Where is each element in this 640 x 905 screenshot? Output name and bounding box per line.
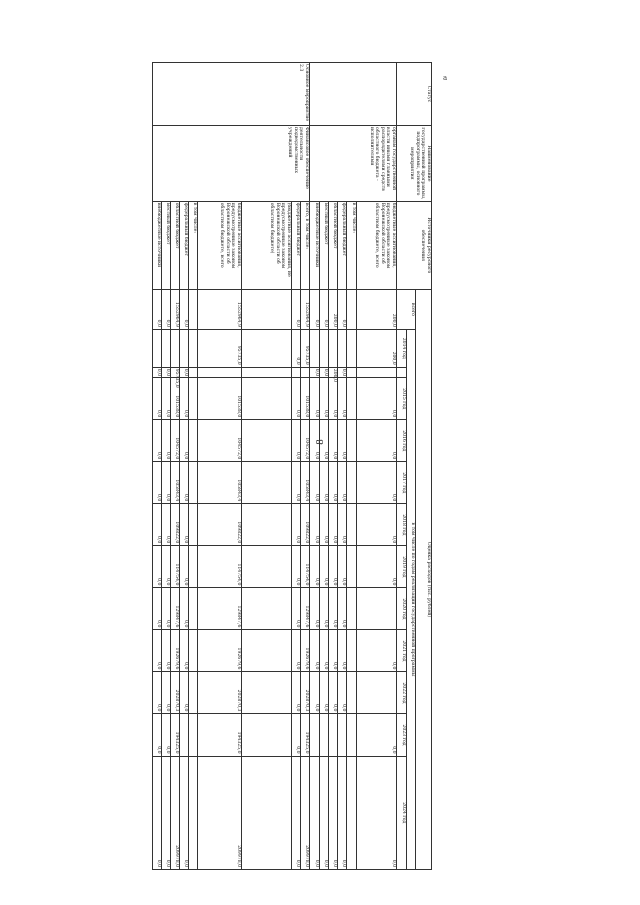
value-cell	[189, 630, 198, 672]
value-cell: 0,0	[153, 546, 162, 588]
value-cell: 95735,0	[171, 367, 180, 378]
value-cell	[347, 289, 357, 329]
value-cell: 0,0	[162, 546, 171, 588]
value-cell: 0,0	[162, 420, 171, 462]
value-cell: 0,0	[329, 420, 338, 462]
value-cell: 0,0	[153, 630, 162, 672]
value-cell: 104572,0	[301, 420, 310, 462]
value-cell	[189, 367, 198, 378]
value-cell: 0,0	[357, 504, 397, 546]
funding-source-cell: внебюджетные источники	[153, 201, 162, 289]
value-cell: 0,0	[329, 756, 338, 870]
value-cell: 95735,0	[198, 329, 242, 367]
value-cell: 0,0	[310, 289, 320, 329]
value-cell	[347, 714, 357, 756]
value-cell: 1552964,9	[301, 289, 310, 329]
value-cell: 1552964,9	[171, 289, 180, 329]
value-cell	[189, 546, 198, 588]
value-cell	[242, 672, 292, 714]
value-cell	[242, 714, 292, 756]
value-cell: 192679,6	[301, 630, 310, 672]
value-cell: 109822,0	[171, 504, 180, 546]
value-cell: 0,0	[320, 630, 329, 672]
header-year: 2018 год	[397, 504, 407, 546]
value-cell	[189, 672, 198, 714]
value-cell: 0,0	[180, 546, 189, 588]
value-cell: 104572,0	[198, 420, 242, 462]
value-cell: 0,0	[320, 588, 329, 630]
value-cell	[347, 672, 357, 714]
value-cell: 0,0	[162, 367, 171, 378]
value-cell	[242, 420, 292, 462]
value-cell: 105843,4	[171, 462, 180, 504]
value-cell: 0,0	[329, 672, 338, 714]
value-cell	[242, 329, 292, 367]
value-cell: 0,0	[292, 420, 301, 462]
value-cell: 0,0	[310, 588, 320, 630]
budget-table	[152, 62, 432, 870]
value-cell: 0,0	[292, 289, 301, 329]
header-funding-source: Источники ресурсного обеспечения	[397, 201, 432, 289]
value-cell: 0,0	[338, 588, 347, 630]
value-cell	[357, 588, 397, 630]
header-row-top	[416, 63, 432, 870]
value-cell: 0,0	[180, 289, 189, 329]
value-cell	[347, 756, 357, 870]
value-cell: 0,0	[357, 420, 397, 462]
value-cell	[242, 588, 292, 630]
value-cell: 0,0	[180, 420, 189, 462]
value-cell: 200,0	[329, 367, 338, 378]
value-cell: 109822,0	[198, 504, 242, 546]
value-cell: 209978,0	[171, 756, 180, 870]
value-cell	[242, 504, 292, 546]
value-cell: 202870,3	[171, 672, 180, 714]
value-cell: 0,0	[320, 462, 329, 504]
header-year: 2022 год	[397, 672, 407, 714]
value-cell: 200,0	[357, 329, 397, 367]
funding-source-cell: бюджетные ассигнования, предусмотренные законом Воронежской области об областном бюджете, всего	[198, 201, 242, 289]
value-cell: 109822,0	[301, 504, 310, 546]
header-year: 2015 год	[397, 378, 407, 420]
value-cell: 0,0	[357, 714, 397, 756]
value-cell	[189, 420, 198, 462]
value-cell: 0,0	[320, 378, 329, 420]
value-cell: 0,0	[320, 420, 329, 462]
value-cell	[320, 714, 329, 756]
value-cell: 0,0	[320, 672, 329, 714]
value-cell: 0,0	[338, 546, 347, 588]
value-cell: 0,0	[180, 504, 189, 546]
funding-source-cell: федеральный бюджет	[180, 201, 189, 289]
value-cell: 0,0	[292, 588, 301, 630]
value-cell: 0,0	[338, 672, 347, 714]
value-cell: 0,0	[310, 756, 320, 870]
value-cell	[347, 329, 357, 367]
value-cell: 0,0	[162, 756, 171, 870]
value-cell	[189, 462, 198, 504]
funding-source-cell: местный бюджет	[320, 201, 329, 289]
value-cell	[153, 329, 162, 367]
value-cell: 0,0	[153, 588, 162, 630]
value-cell	[329, 714, 338, 756]
value-cell: 0,0	[162, 630, 171, 672]
program-name-cell: Финансовое обеспечение деятельности подведомственных учреждений	[153, 126, 310, 202]
value-cell: 209978,0	[301, 756, 310, 870]
value-cell: 202870,3	[301, 672, 310, 714]
value-cell	[338, 714, 347, 756]
funding-source-cell: бюджетные ассигнования, предусмотренные законом Воронежской области об областном бюджете, всего	[357, 201, 397, 289]
value-cell: 194325,0	[301, 714, 310, 756]
value-cell: 0,0	[338, 367, 347, 378]
funding-source-cell: федеральный бюджет	[338, 201, 347, 289]
value-cell: 105843,4	[198, 462, 242, 504]
value-cell: 0,0	[292, 714, 301, 756]
value-cell: 101538,0	[301, 378, 310, 420]
header-program-name: Наименование государственной программы, подпрограммы, основного мероприятия	[397, 126, 432, 202]
value-cell: 95735,0	[301, 329, 310, 367]
value-cell	[171, 329, 180, 367]
table-row	[357, 63, 397, 870]
value-cell	[301, 367, 310, 378]
funding-source-cell: в том числе:	[189, 201, 198, 289]
value-cell: 0,0	[338, 504, 347, 546]
header-year: 2023 год	[397, 714, 407, 756]
value-cell: 200,0	[357, 289, 397, 329]
value-cell: 0,0	[310, 367, 320, 378]
value-cell: 0,0	[338, 756, 347, 870]
value-cell: 114754,0	[171, 546, 180, 588]
header-year-spacer	[397, 367, 407, 378]
value-cell: 0,0	[338, 420, 347, 462]
value-cell: 0,0	[292, 378, 301, 420]
value-cell	[338, 329, 347, 367]
funding-source-cell: местный бюджет	[162, 201, 171, 289]
value-cell: 1552964,9	[198, 289, 242, 329]
value-cell: 0,0	[180, 378, 189, 420]
value-cell: 0,0	[329, 504, 338, 546]
value-cell: 0,0	[320, 756, 329, 870]
header-year: 2021 год	[397, 630, 407, 672]
value-cell	[242, 289, 292, 329]
value-cell	[310, 714, 320, 756]
value-cell	[242, 630, 292, 672]
value-cell: 114754,0	[198, 546, 242, 588]
value-cell: 192679,6	[171, 630, 180, 672]
value-cell: 0,0	[310, 420, 320, 462]
value-cell	[242, 367, 292, 378]
value-cell: 0,0	[162, 289, 171, 329]
value-cell: 0,0	[292, 756, 301, 870]
value-cell: 192679,6	[198, 630, 242, 672]
value-cell: 0,0	[180, 672, 189, 714]
value-cell	[347, 462, 357, 504]
value-cell: 0,0	[292, 329, 301, 367]
value-cell: 114754,0	[301, 546, 310, 588]
value-cell: 0,0	[153, 289, 162, 329]
value-cell: 0,0	[162, 672, 171, 714]
value-cell	[180, 714, 189, 756]
value-cell	[347, 588, 357, 630]
value-cell	[189, 756, 198, 870]
header-year: 2024 год	[397, 756, 407, 870]
value-cell: 209978,0	[198, 756, 242, 870]
header-year: 2016 год	[397, 420, 407, 462]
value-cell: 0,0	[329, 462, 338, 504]
value-cell: 0,0	[310, 630, 320, 672]
table-row	[301, 63, 310, 870]
funding-source-cell: федеральный бюджет	[292, 201, 301, 289]
value-cell: 0,0	[338, 289, 347, 329]
value-cell	[347, 420, 357, 462]
program-name-cell: органам государственной власти иными главными распорядителями средств областного бюджета - исполнителями	[310, 126, 397, 202]
funding-source-cell: областной бюджет	[171, 201, 180, 289]
value-cell: 0,0	[320, 546, 329, 588]
value-cell	[310, 329, 320, 367]
value-cell: 0,0	[162, 588, 171, 630]
value-cell	[347, 630, 357, 672]
header-total: всего	[397, 289, 416, 329]
value-cell	[347, 504, 357, 546]
value-cell: 101538,0	[198, 378, 242, 420]
value-cell: 0,0	[180, 462, 189, 504]
value-cell: 0,0	[310, 378, 320, 420]
header-status: Статус	[397, 63, 432, 126]
value-cell: 101538,0	[171, 378, 180, 420]
value-cell: 0,0	[292, 672, 301, 714]
funding-source-cell: внебюджетные источники	[310, 201, 320, 289]
value-cell	[189, 329, 198, 367]
value-cell: 0,0	[153, 420, 162, 462]
value-cell: 0,0	[338, 630, 347, 672]
value-cell: 0,0	[320, 504, 329, 546]
value-cell: 0,0	[338, 462, 347, 504]
value-cell: 0,0	[320, 367, 329, 378]
value-cell: 0,0	[292, 630, 301, 672]
value-cell: 0,0	[153, 367, 162, 378]
rotated-page	[60, 62, 432, 870]
value-cell: 0,0	[329, 588, 338, 630]
value-cell: 194325,0	[198, 714, 242, 756]
funding-source-cell: областной бюджет	[329, 201, 338, 289]
value-cell: 0,0	[310, 672, 320, 714]
funding-source-cell: (бюджетные ассигнования, не предусмотренные законом Воронежской области об областном бюджете)	[242, 201, 292, 289]
value-cell: 104572,0	[171, 420, 180, 462]
value-cell: 0,0	[162, 714, 171, 756]
value-cell: 0,0	[153, 672, 162, 714]
value-cell	[242, 462, 292, 504]
value-cell: 0,0	[162, 504, 171, 546]
value-cell: 0,0	[357, 546, 397, 588]
value-cell: 0,0	[153, 462, 162, 504]
value-cell: 0,0	[320, 289, 329, 329]
value-cell	[189, 714, 198, 756]
value-cell: 0,0	[338, 378, 347, 420]
header-year: 2020 год	[397, 588, 407, 630]
value-cell: 0,0	[292, 504, 301, 546]
value-cell: 0,0	[357, 756, 397, 870]
value-cell: 0,0	[310, 462, 320, 504]
value-cell: 129847,6	[301, 588, 310, 630]
status-cell: Основное мероприятие 2.3	[153, 63, 310, 126]
value-cell: 0,0	[357, 462, 397, 504]
value-cell	[292, 367, 301, 378]
value-cell: 0,0	[153, 504, 162, 546]
value-cell	[357, 672, 397, 714]
value-cell	[357, 367, 397, 378]
value-cell: 200,0	[329, 289, 338, 329]
margin-mark: a	[443, 74, 448, 82]
value-cell: 0,0	[329, 630, 338, 672]
value-cell	[347, 546, 357, 588]
header-year: 2017 год	[397, 462, 407, 504]
value-cell: 0,0	[180, 588, 189, 630]
value-cell: 0,0	[153, 378, 162, 420]
status-cell	[310, 63, 397, 126]
header-by-years: в том числе по годам реализации государственной программы	[407, 329, 416, 869]
value-cell: 0,0	[329, 546, 338, 588]
value-cell: 129847,6	[171, 588, 180, 630]
value-cell	[329, 329, 338, 367]
value-cell: 0,0	[153, 714, 162, 756]
header-year: 2014 год	[397, 329, 407, 367]
value-cell: 0,0	[292, 462, 301, 504]
value-cell	[320, 329, 329, 367]
value-cell	[189, 289, 198, 329]
value-cell	[180, 329, 189, 367]
value-cell: 0,0	[162, 378, 171, 420]
page-number: 8	[315, 439, 326, 445]
value-cell: 0,0	[310, 504, 320, 546]
value-cell	[189, 588, 198, 630]
value-cell	[347, 367, 357, 378]
value-cell: 0,0	[180, 630, 189, 672]
value-cell: 0,0	[329, 378, 338, 420]
value-cell	[242, 546, 292, 588]
value-cell: 0,0	[153, 756, 162, 870]
value-cell: 0,0	[180, 367, 189, 378]
value-cell	[189, 504, 198, 546]
value-cell: 0,0	[357, 630, 397, 672]
value-cell	[242, 756, 292, 870]
header-estimate: Оценка расходов (тыс. рублей)	[416, 289, 432, 869]
value-cell: 0,0	[180, 756, 189, 870]
value-cell: 0,0	[357, 378, 397, 420]
value-cell	[242, 378, 292, 420]
value-cell: 0,0	[292, 546, 301, 588]
value-cell: 129847,6	[198, 588, 242, 630]
value-cell	[198, 367, 242, 378]
value-cell: 0,0	[310, 546, 320, 588]
value-cell: 0,0	[162, 462, 171, 504]
value-cell	[347, 378, 357, 420]
funding-source-cell: всего, в том числе:	[301, 201, 310, 289]
value-cell: 202870,3	[198, 672, 242, 714]
header-year: 2019 год	[397, 546, 407, 588]
value-cell: 194325,0	[171, 714, 180, 756]
value-cell: 105843,4	[301, 462, 310, 504]
value-cell	[162, 329, 171, 367]
funding-source-cell: в том числе:	[347, 201, 357, 289]
value-cell	[189, 378, 198, 420]
